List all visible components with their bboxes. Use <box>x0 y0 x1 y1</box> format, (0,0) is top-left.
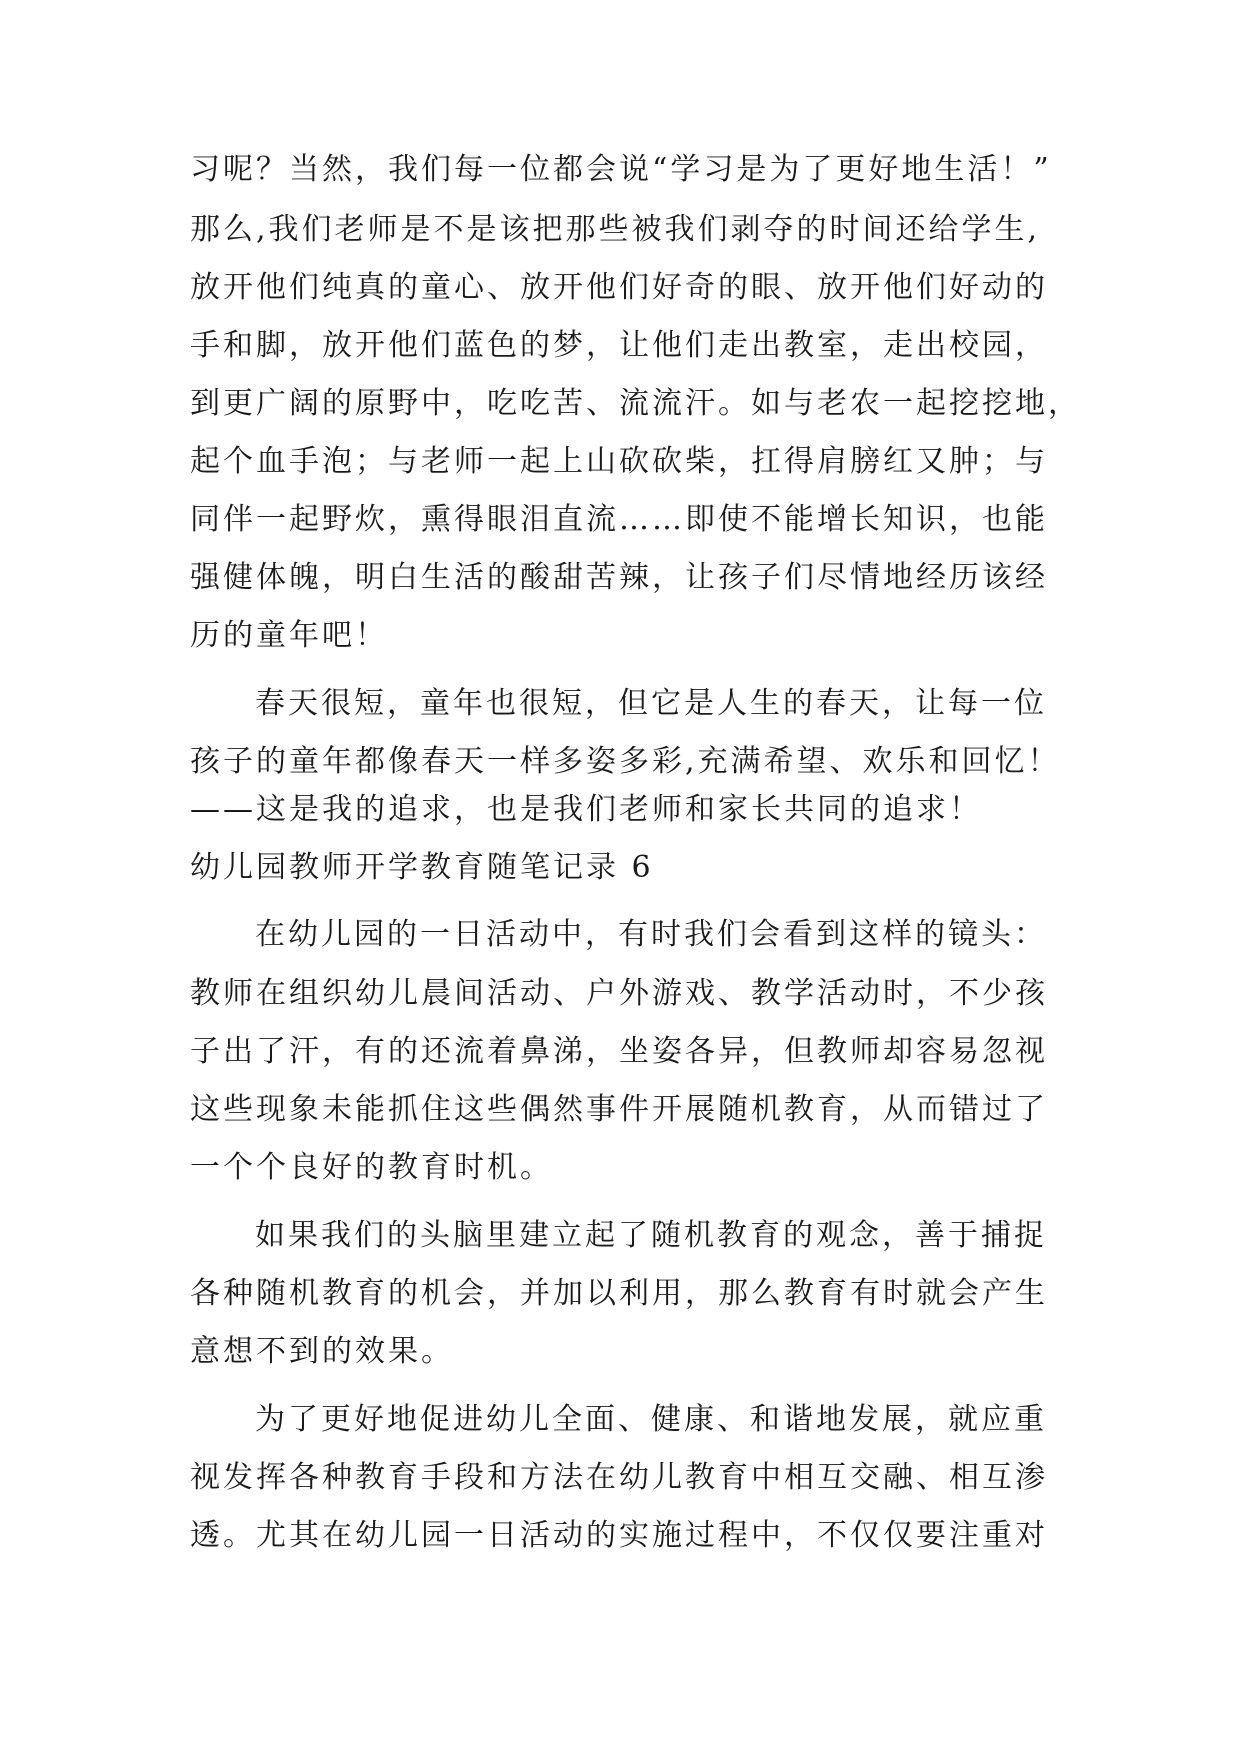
text-line: 同伴一起野炊，熏得眼泪直流……即使不能增长知识，也能 <box>190 502 1048 537</box>
text-line: 放开他们纯真的童心、放开他们好奇的眼、放开他们好动的 <box>190 270 1048 305</box>
paragraph-start: 春天很短，童年也很短，但它是人生的春天，让每一位 <box>255 686 1047 721</box>
text-line: 手和脚，放开他们蓝色的梦，让他们走出教室，走出校园， <box>190 328 1048 363</box>
text-line: 子出了汗，有的还流着鼻涕，坐姿各异，但教师却容易忽视 <box>190 1034 1048 1069</box>
text-line: 那么,我们老师是不是该把那些被我们剥夺的时间还给学生, <box>190 212 1041 247</box>
text-line: 起个血手泡；与老师一起上山砍砍柴，扛得肩膀红又肿；与 <box>190 444 1048 479</box>
text-line: 这些现象未能抓住这些偶然事件开展随机教育，从而错过了 <box>190 1092 1048 1127</box>
text-line: 孩子的童年都像春天一样多姿多彩,充满希望、欢乐和回忆！ <box>190 744 1061 779</box>
paragraph-start: 为了更好地促进幼儿全面、健康、和谐地发展，就应重 <box>255 1402 1047 1437</box>
text-line: ——这是我的追求，也是我们老师和家长共同的追求！ <box>190 792 982 827</box>
text-line: 意想不到的效果。 <box>190 1334 454 1369</box>
text-line: 透。尤其在幼儿园一日活动的实施过程中，不仅仅要注重对 <box>190 1518 1048 1553</box>
text-line: 到更广阔的原野中，吃吃苦、流流汗。如与老农一起挖挖地， <box>190 386 1081 421</box>
text-line: 各种随机教育的机会，并加以利用，那么教育有时就会产生 <box>190 1276 1048 1311</box>
text-line: 强健体魄，明白生活的酸甜苦辣，让孩子们尽情地经历该经 <box>190 560 1048 595</box>
paragraph-start: 在幼儿园的一日活动中，有时我们会看到这样的镜头： <box>255 917 1047 952</box>
text-line: 视发挥各种教育手段和方法在幼儿教育中相互交融、相互渗 <box>190 1460 1048 1495</box>
text-line: 习呢？当然，我们每一位都会说“学习是为了更好地生活！” <box>190 152 1052 187</box>
section-heading: 幼儿园教师开学教育随笔记录 6 <box>190 850 654 885</box>
text-line: 历的童年吧！ <box>190 618 388 653</box>
paragraph-start: 如果我们的头脑里建立起了随机教育的观念，善于捕捉 <box>255 1218 1047 1253</box>
text-line: 一个个良好的教育时机。 <box>190 1150 553 1185</box>
text-line: 教师在组织幼儿晨间活动、户外游戏、教学活动时，不少孩 <box>190 976 1048 1011</box>
